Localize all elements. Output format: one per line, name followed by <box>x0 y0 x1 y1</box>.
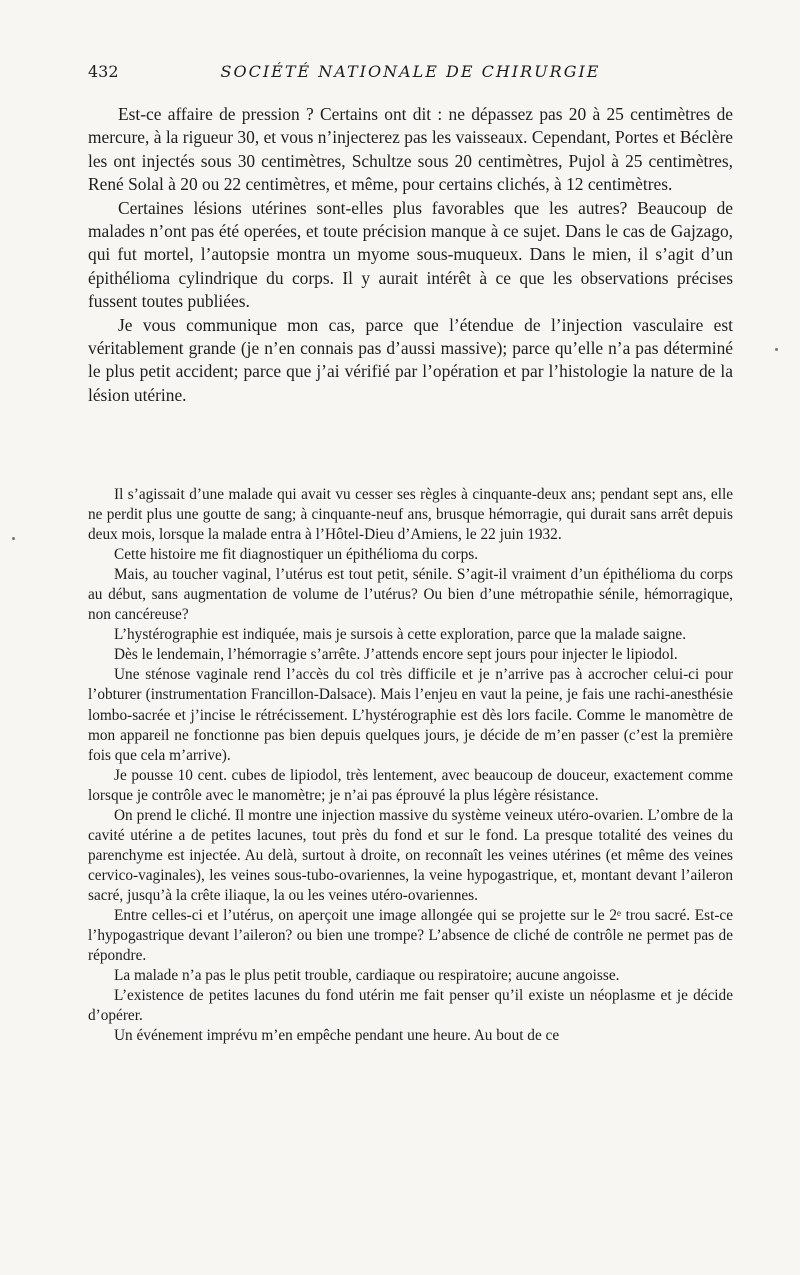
paragraph: Certaines lésions utérines sont-elles plus favorables que les autres? Beaucoup de malades n’ont pas été operées, et toute précision manque à ce sujet. Dans le cas de Gajzago, qui fut mortel, l’autopsie montra un myome sous-muqueux. Dans le mien, il s’agit d’un épithélioma cylindrique du corps. Il y aurait intérêt à ce que les observations précises fussent toutes publiées. <box>88 197 733 312</box>
page-number: 432 <box>88 62 119 81</box>
case-paragraph: La malade n’a pas le plus petit trouble, cardiaque ou respiratoire; aucune angoisse. <box>114 967 620 985</box>
page-header <box>88 62 733 86</box>
paper-speck <box>12 537 15 540</box>
case-paragraph: Mais, au toucher vaginal, l’utérus est tout petit, sénile. S’agit-il vraiment d’un épithélioma du corps au début, sans augmentation de volume de l’utérus? Ou bien d’une métropathie sénile, hémorragique, non cancéreuse? <box>88 566 733 624</box>
case-paragraph: Il s’agissait d’une malade qui avait vu cesser ses règles à cinquante-deux ans; pendant sept ans, elle ne perdit plus une goutte de sang; à cinquante-neuf ans, brusque hémorragie, qui durait sans arrêt depuis deux mois, lorsque la malade entra à l’Hôtel-Dieu d’Amiens, le 22 juin 1932. <box>88 486 733 544</box>
case-paragraph: Entre celles-ci et l’utérus, on aperçoit une image allongée qui se projette sur le 2ᵉ trou sacré. Est-ce l’hypogastrique devant l’aileron? ou bien une trompe? L’absence de cliché de contrôle ne permet pas de répondre. <box>88 906 733 965</box>
case-report <box>88 485 733 1046</box>
case-paragraph: On prend le cliché. Il montre une injection massive du système veineux utéro-ovarien. L’ombre de la cavité utérine a de petites lacunes, tout près du fond et sur le fond. La presque totalité des veines du parenchyme est injectée. Au delà, surtout à droite, on reconnaît les veines utérines (et même des veines cervico-vaginales), les veines sous-tubo-ovariennes, la veine hypogastrique, et, montant devant l’aileron sacré, jusqu’à la crête iliaque, la ou les veines utéro-ovariennes. <box>88 806 733 904</box>
case-paragraph: Je pousse 10 cent. cubes de lipiodol, très lentement, avec beaucoup de douceur, exactement comme lorsque je contrôle avec le manomètre; je n’ai pas éprouvé la plus légère résistance. <box>88 766 733 804</box>
main-text <box>88 103 733 407</box>
case-paragraph: L’existence de petites lacunes du fond utérin me fait penser qu’il existe un néoplasme et je décide d’opérer. <box>88 987 733 1025</box>
running-title: SOCIÉTÉ NATIONALE DE CHIRURGIE <box>220 62 601 81</box>
case-paragraph: Une sténose vaginale rend l’accès du col très difficile et je n’arrive pas à accrocher celui-ci pour l’obturer (instrumentation Francillon-Dalsace). Mais l’enjeu en vaut la peine, je fais une rachi-anesthésie lombo-sacrée et j’incise le rétrécissement. L’hystérographie est dès lors facile. Comme le manomètre de mon appareil ne fonctionne pas bien depuis quelques jours, je décide de m’en passer (c’est la première fois que cela m’arrive). <box>88 666 733 764</box>
case-paragraph: Dès le lendemain, l’hémorragie s’arrête. J’attends encore sept jours pour injecter le lipiodol. <box>114 646 678 664</box>
case-paragraph: Cette histoire me fit diagnostiquer un épithélioma du corps. <box>114 546 479 564</box>
case-paragraph: Un événement imprévu m’en empêche pendant une heure. Au bout de ce <box>114 1027 560 1045</box>
case-paragraph: L’hystérographie est indiquée, mais je sursois à cette exploration, parce que la malade saigne. <box>114 626 687 644</box>
paragraph: Je vous communique mon cas, parce que l’étendue de l’injection vasculaire est véritablement grande (je n’en connais pas d’aussi massive); parce qu’elle n’a pas déterminé le plus petit accident; parce que j’ai vérifié par l’opération et par l’histologie la nature de la lésion utérine. <box>88 314 733 405</box>
paragraph: Est-ce affaire de pression ? Certains ont dit : ne dépassez pas 20 à 25 centimètres de mercure, à la rigueur 30, et vous n’injecterez pas les vaisseaux. Cependant, Portes et Béclère les ont injectés sous 30 centimètres, Schultze sous 20 centimètres, Pujol à 25 centimètres, René Solal à 20 ou 22 centimètres, et même, pour certains clichés, à 12 centimètres. <box>88 104 733 195</box>
paper-speck <box>775 348 778 351</box>
